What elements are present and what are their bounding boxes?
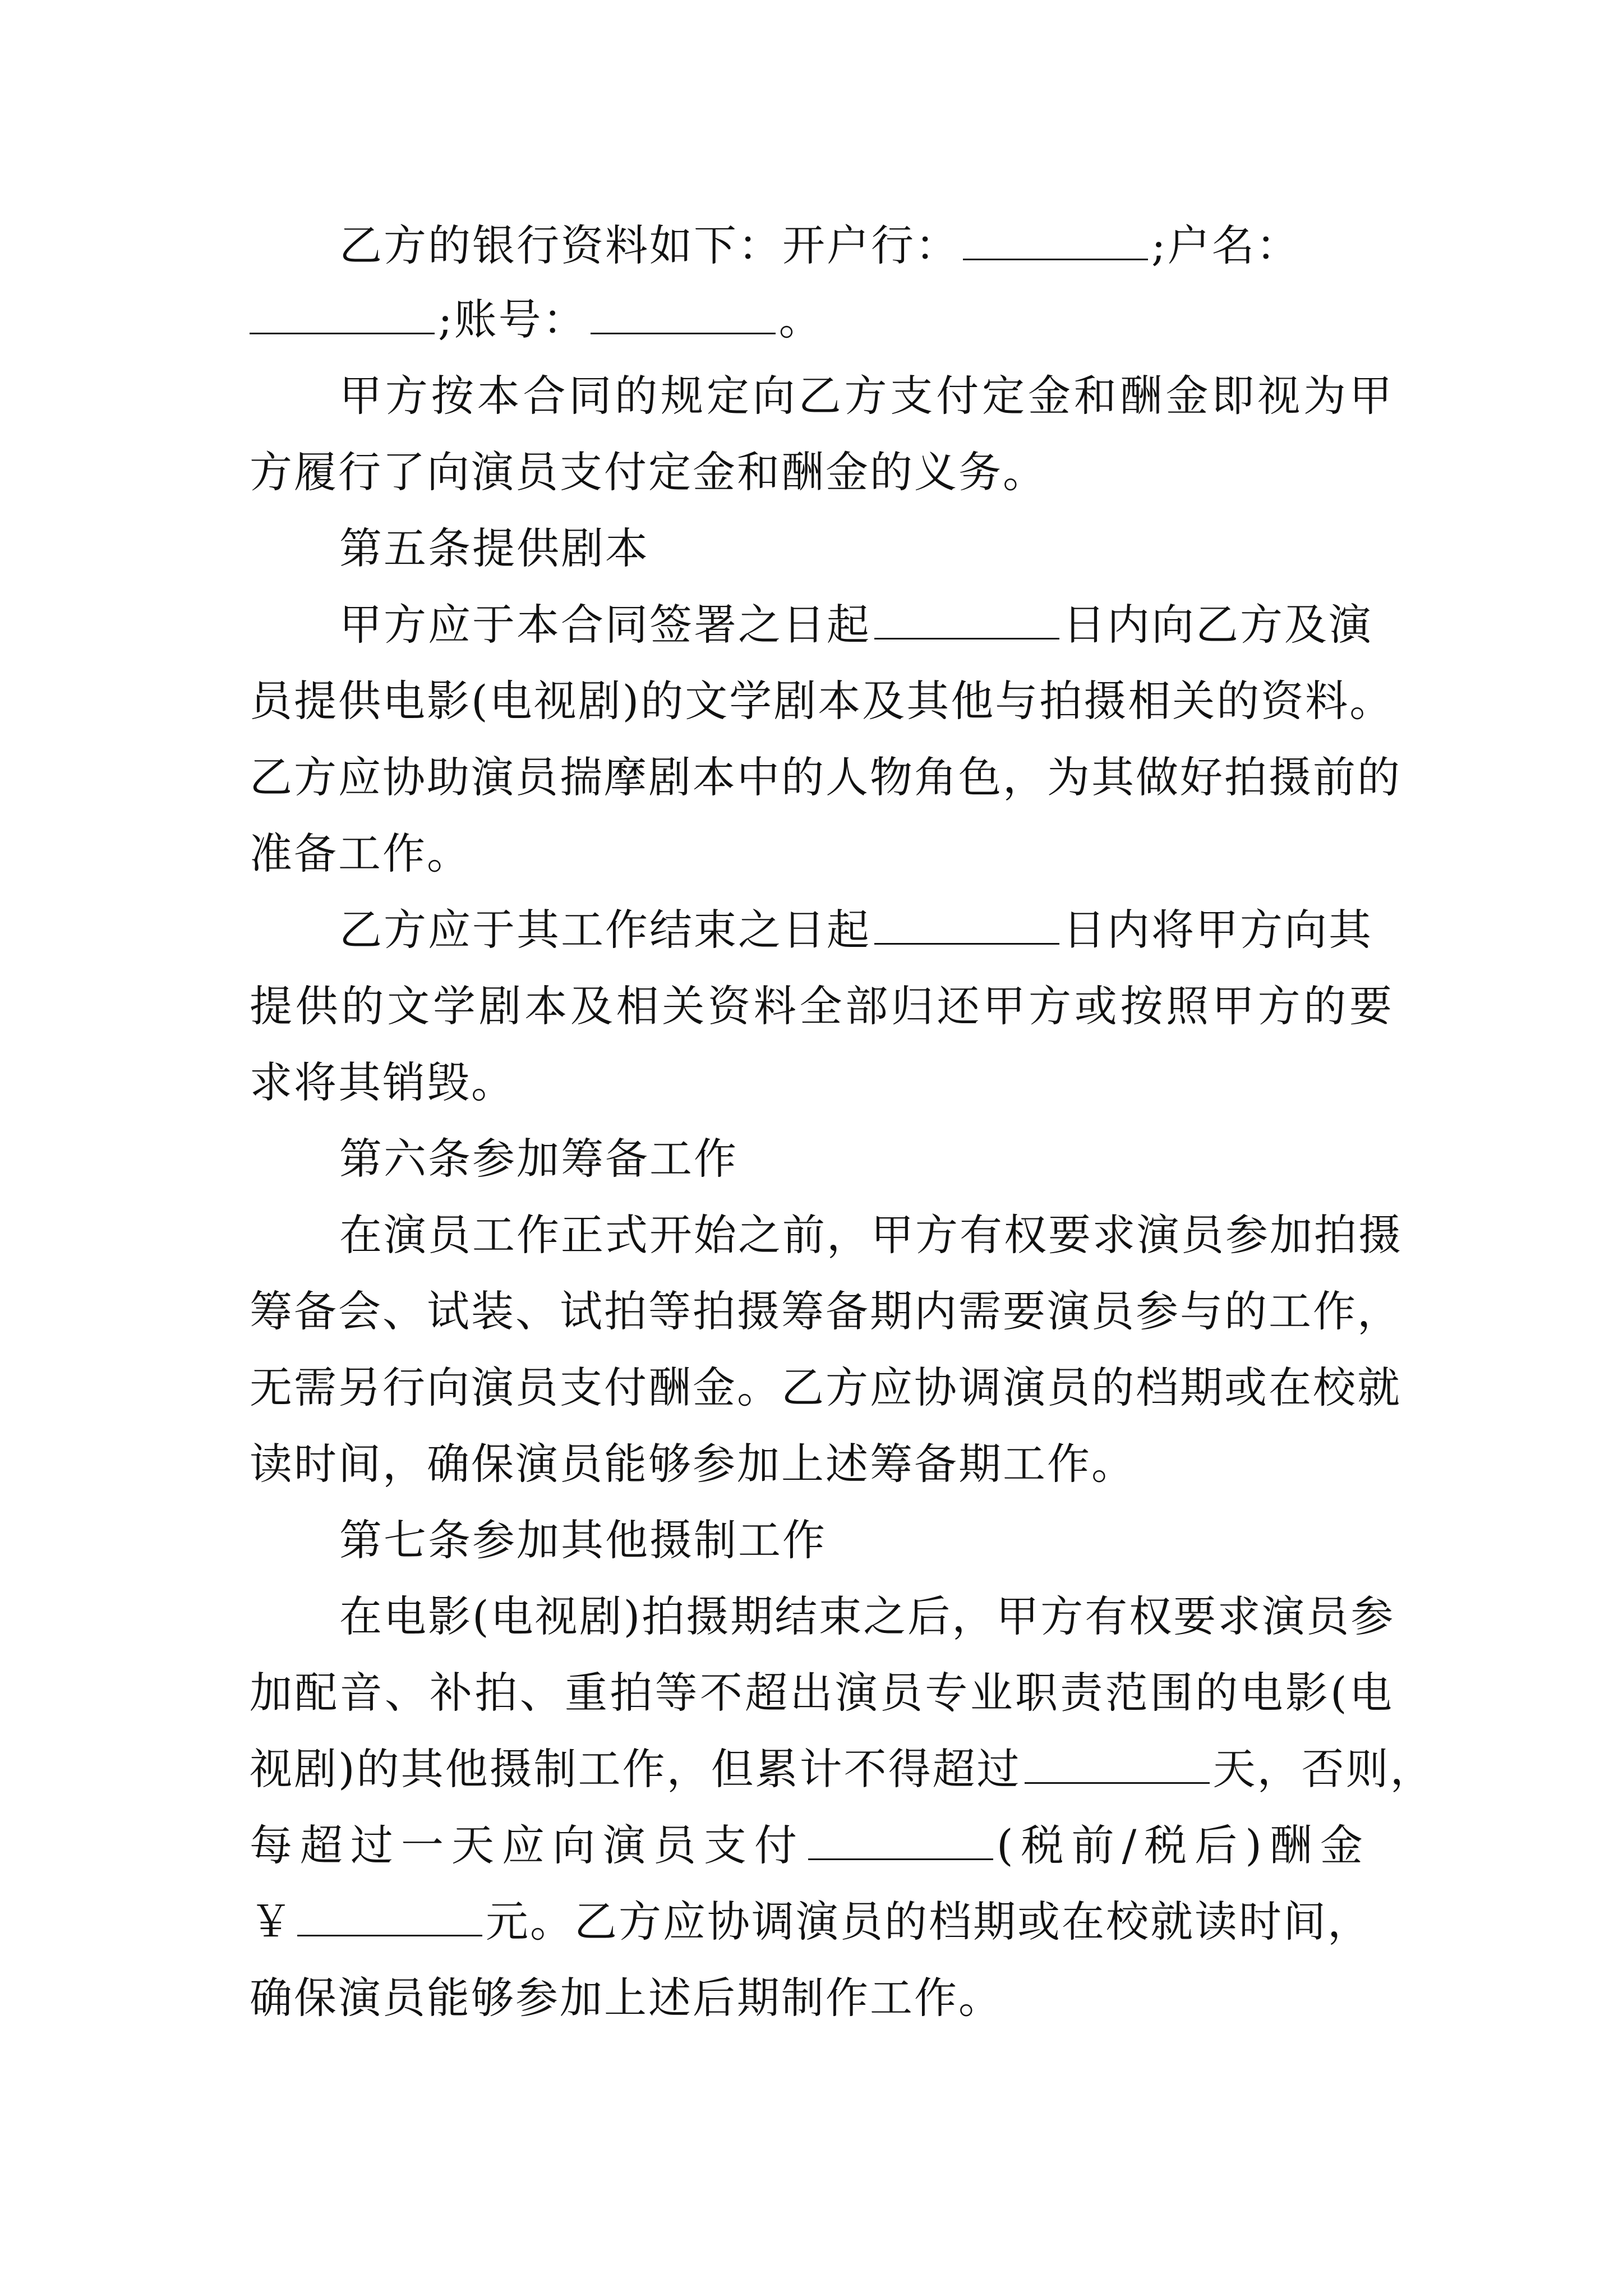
article-7-line-4	[250, 1806, 1394, 1885]
text: 每超过一天应向演员支付	[250, 1820, 805, 1870]
bank-info-text: 乙方的银行资料如下：开户行：	[339, 220, 960, 270]
article-5-p1-line-3: 乙方应协助演员揣摩剧本中的人物角色，为其做好拍摄前的	[250, 752, 1401, 802]
text: ￥	[250, 1897, 294, 1947]
account-holder-blank	[250, 330, 435, 334]
account-number-label: ;账号：	[438, 295, 587, 344]
text: 天，否则，	[1212, 1744, 1435, 1794]
article-7-line-6: 确保演员能够参加上述后期制作工作。	[250, 1973, 1003, 2023]
amount-blank	[297, 1932, 482, 1936]
bank-name-blank	[963, 256, 1148, 260]
period: 。	[778, 295, 823, 344]
text: 日内向乙方及演	[1063, 600, 1373, 650]
article-5-p1-line-2: 员提供电影(电视剧)的文学剧本及其他与拍摄相关的资料。	[250, 676, 1394, 726]
article-5-p2-line-2: 提供的文学剧本及相关资料全部归还甲方或按照甲方的要	[250, 981, 1394, 1031]
article-7-title: 第七条参加其他摄制工作	[339, 1515, 827, 1565]
article-6-title: 第六条参加筹备工作	[339, 1134, 738, 1184]
payment-note-line-1: 甲方按本合同的规定向乙方支付定金和酬金即视为甲	[339, 371, 1394, 421]
bank-info-line-2	[250, 280, 1394, 359]
article-6-line-3: 无需另行向演员支付酬金。乙方应协调演员的档期或在校就	[250, 1363, 1401, 1412]
account-number-blank	[591, 330, 776, 334]
article-5-p1-line-4: 准备工作。	[250, 829, 471, 878]
text: 视剧)的其他摄制工作，但累计不得超过	[250, 1744, 1021, 1794]
payment-blank	[808, 1856, 993, 1860]
days-blank-1	[874, 636, 1059, 639]
article-5-p2-line-1	[339, 891, 1394, 969]
text: (税前/税后)酬金	[997, 1820, 1371, 1870]
article-5-title: 第五条提供剧本	[339, 523, 649, 573]
article-5-p1-line-1	[339, 586, 1394, 664]
days-blank-2	[874, 941, 1059, 945]
article-6-line-2: 筹备会、试装、试拍等拍摄筹备期内需要演员参与的工作，	[250, 1286, 1401, 1336]
text: 甲方应于本合同签署之日起	[339, 600, 871, 650]
article-7-line-2: 加配音、补拍、重拍等不超出演员专业职责范围的电影(电	[250, 1668, 1394, 1718]
payment-note-line-2: 方履行了向演员支付定金和酬金的义务。	[250, 447, 1047, 497]
max-days-blank	[1025, 1780, 1210, 1784]
text: 日内将甲方向其	[1063, 905, 1373, 955]
article-7-line-5	[250, 1883, 1394, 1961]
article-7-line-3	[250, 1730, 1435, 1809]
bank-info-line-1	[339, 206, 1394, 285]
text: 乙方应于其工作结束之日起	[339, 905, 871, 955]
article-7-line-1: 在电影(电视剧)拍摄期结束之后，甲方有权要求演员参	[339, 1591, 1395, 1641]
article-5-p2-line-3: 求将其销毁。	[250, 1057, 515, 1107]
text: 元。乙方应协调演员的档期或在校就读时间，	[486, 1897, 1372, 1947]
article-6-line-1: 在演员工作正式开始之前，甲方有权要求演员参加拍摄	[339, 1210, 1403, 1260]
article-6-line-4: 读时间，确保演员能够参加上述筹备期工作。	[250, 1439, 1136, 1489]
account-holder-label: ;户名：	[1151, 220, 1301, 270]
